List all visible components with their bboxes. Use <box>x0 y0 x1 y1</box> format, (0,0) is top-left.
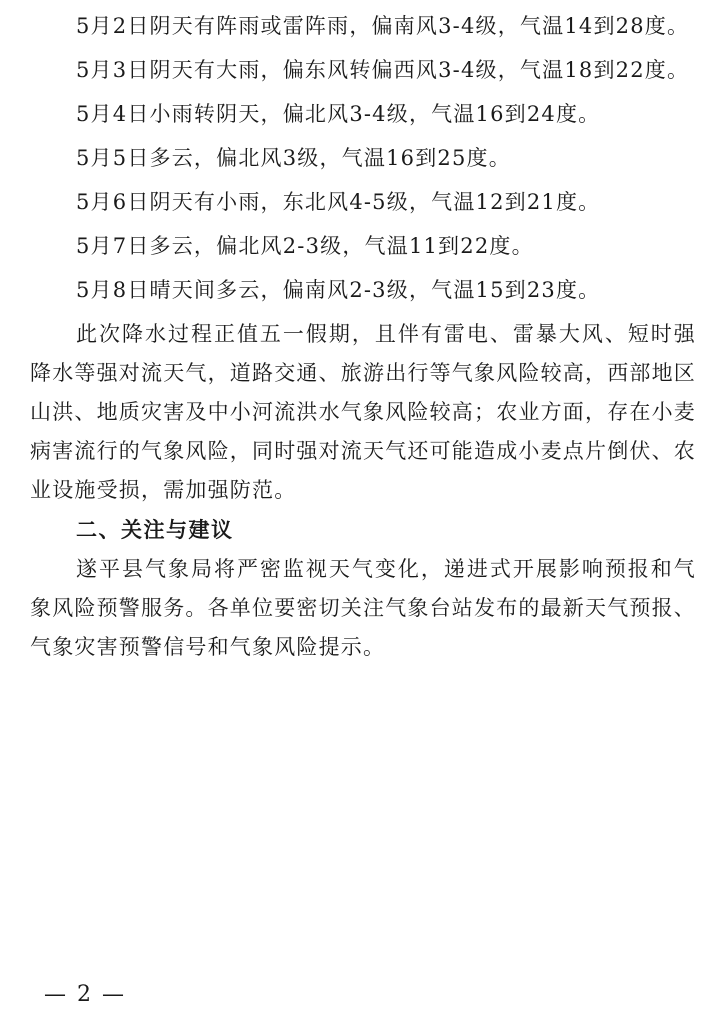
forecast-may-2: 5月2日阴天有阵雨或雷阵雨，偏南风3-4级，气温14到28度。 <box>76 14 690 38</box>
forecast-may-6: 5月6日阴天有小雨，东北风4-5级，气温12到21度。 <box>76 190 601 214</box>
advice-paragraph: 遂平县气象局将严密监视天气变化，递进式开展影响预报和气象风险预警服务。各单位要密切关注气象台站发布的最新天气预报、气象灾害预警信号和气象风险提示。 <box>30 557 696 659</box>
forecast-may-3: 5月3日阴天有大雨，偏东风转偏西风3-4级，气温18到22度。 <box>76 58 690 82</box>
risk-paragraph: 此次降水过程正值五一假期，且伴有雷电、雷暴大风、短时强降水等强对流天气，道路交通、旅游出行等气象风险较高，西部地区山洪、地质灾害及中小河流洪水气象风险较高；农业方面，存在小麦病害流行的气象风险，同时强对流天气还可能造成小麦点片倒伏、农业设施受损，需加强防范。 <box>30 322 696 502</box>
forecast-may-5: 5月5日多云，偏北风3级，气温16到25度。 <box>76 146 511 170</box>
document-body <box>30 7 696 672</box>
forecast-may-7: 5月7日多云，偏北风2-3级，气温11到22度。 <box>76 234 534 258</box>
forecast-may-8: 5月8日晴天间多云，偏南风2-3级，气温15到23度。 <box>76 278 601 302</box>
section-heading: 二、关注与建议 <box>76 518 234 542</box>
forecast-may-4: 5月4日小雨转阴天，偏北风3-4级，气温16到24度。 <box>76 102 601 126</box>
page-number: — 2 — <box>44 982 126 1007</box>
